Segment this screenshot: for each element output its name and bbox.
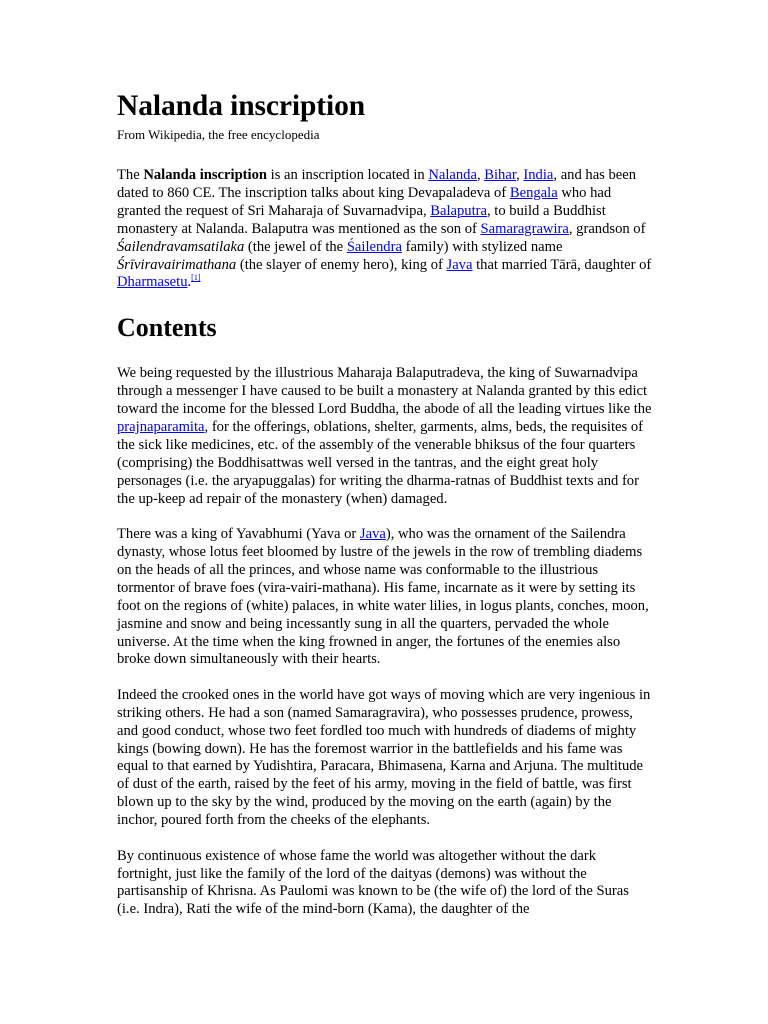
page-title: Nalanda inscription <box>117 90 366 122</box>
contents-heading: Contents <box>117 313 217 343</box>
body-paragraph <box>117 365 653 508</box>
italic-term: Śrīviravairimathana <box>117 256 237 273</box>
link-balaputra[interactable]: Balaputra <box>430 202 487 219</box>
link-bihar[interactable]: Bihar <box>484 167 517 183</box>
text: The <box>117 167 144 183</box>
text: , and has been dated to 860 CE. The inscription talks about king Devapaladeva of <box>117 167 637 201</box>
body-paragraph: By continuous existence of whose fame the world was altogether without the dark fortnight, just like the family of the lord of the daityas (demons) was without the partisanship of Khrisna. As Paulomi was known to be (the wife of) the lord of the Suras (i.e. Indra), Rati the wife of the mind-born (Kama), the daughter of the <box>117 847 629 918</box>
text: , <box>476 167 485 183</box>
text: , to build a Buddhist monastery at Nalanda. Balaputra was mentioned as the son of <box>117 202 606 237</box>
text: that married Tārā, daughter of <box>472 256 652 273</box>
text: . <box>187 274 192 291</box>
link-nalanda[interactable]: Nalanda <box>428 167 477 183</box>
text: We being requested by the illustrious Maharaja Balaputradeva, the king of Suwarnadvipa through a messenger I have caused to be built a monastery at Nalanda granted by this edict toward the income for the blessed Lord Buddha, the abode of all the leading virtues like the <box>117 365 652 418</box>
link-bengala[interactable]: Bengala <box>509 184 558 201</box>
text: (the jewel of the <box>244 238 347 255</box>
text: (the slayer of enemy hero), king of <box>236 256 447 273</box>
body-paragraph: Indeed the crooked ones in the world have got ways of moving which are very ingenious in striking others. He had a son (named Samaragravira), who possesses prudence, prowess, and good conduct, whose two feet fordled too much with hundreds of diadems of mighty kings (bowing down). He has the foremost warrior in the battlefields and his fame was equal to that earned by Yudishtira, Paracara, Bhimasena, Karna and Arjuna. The multitude of dust of the earth, raised by the feet of his army, moving in the field of battle, was first blown up to the sky by the wind, produced by the moving on the earth (again) by the inchor, poured forth from the cheeks of the elephants. <box>117 686 651 829</box>
link-java[interactable]: Java <box>359 526 386 543</box>
page-subtitle: From Wikipedia, the free encyclopedia <box>117 127 320 142</box>
text: There was a king of Yavabhumi (Yava or <box>117 526 360 543</box>
link-sailendra[interactable]: Śailendra <box>346 238 402 255</box>
italic-term: Śailendravamsatilaka <box>117 238 245 255</box>
body-paragraph <box>117 526 653 669</box>
text: , grandson of <box>568 220 646 237</box>
text: , for the offerings, oblations, shelter, garments, alms, beds, the requisites of the sick like medicines, etc. of the assembly of the venerable bhiksus of the four quarters (comprising) the Boddhisattwas well versed in the tantras, and the eight great holy personages (i.e. the aryapuggalas) for writing the dharma-ratnas of Buddhist texts and for the up-keep ad repair of the monastery (when) damaged. <box>117 419 643 507</box>
link-dharmasetu[interactable]: Dharmasetu <box>117 274 188 291</box>
article-content <box>117 88 653 919</box>
bold-term: Nalanda inscription <box>143 167 268 183</box>
link-java[interactable]: Java <box>446 256 473 273</box>
text: who had granted the request of Sri Maharaja of Suvarnadvipa, <box>117 184 612 219</box>
reference-link[interactable]: [1] <box>191 273 201 283</box>
link-prajnaparamita[interactable]: prajnaparamita <box>117 419 205 436</box>
link-india[interactable]: India <box>523 167 554 183</box>
intro-paragraph <box>117 167 653 292</box>
text: , <box>516 167 524 183</box>
text: family) with stylized name <box>401 238 563 255</box>
text: is an inscription located in <box>267 167 429 183</box>
text: ), who was the ornament of the Sailendra dynasty, whose lotus feet bloomed by lustre of the jewels in the row of trembling diadems on the heads of all the princes, and whose name was conformable to the illustrious tormentor of brave foes (vira-vairi-mathana). His fame, incarnate as it were by setting its foot on the regions of (white) palaces, in white water lilies, in logus plants, conches, moon, jasmine and snow and being incessantly sung in all the quarters, pervaded the whole universe. At the time when the king frowned in anger, the fortunes of the enemies also broke down simultaneously with their hearts. <box>117 526 649 668</box>
link-samaragrawira[interactable]: Samaragrawira <box>480 220 569 237</box>
